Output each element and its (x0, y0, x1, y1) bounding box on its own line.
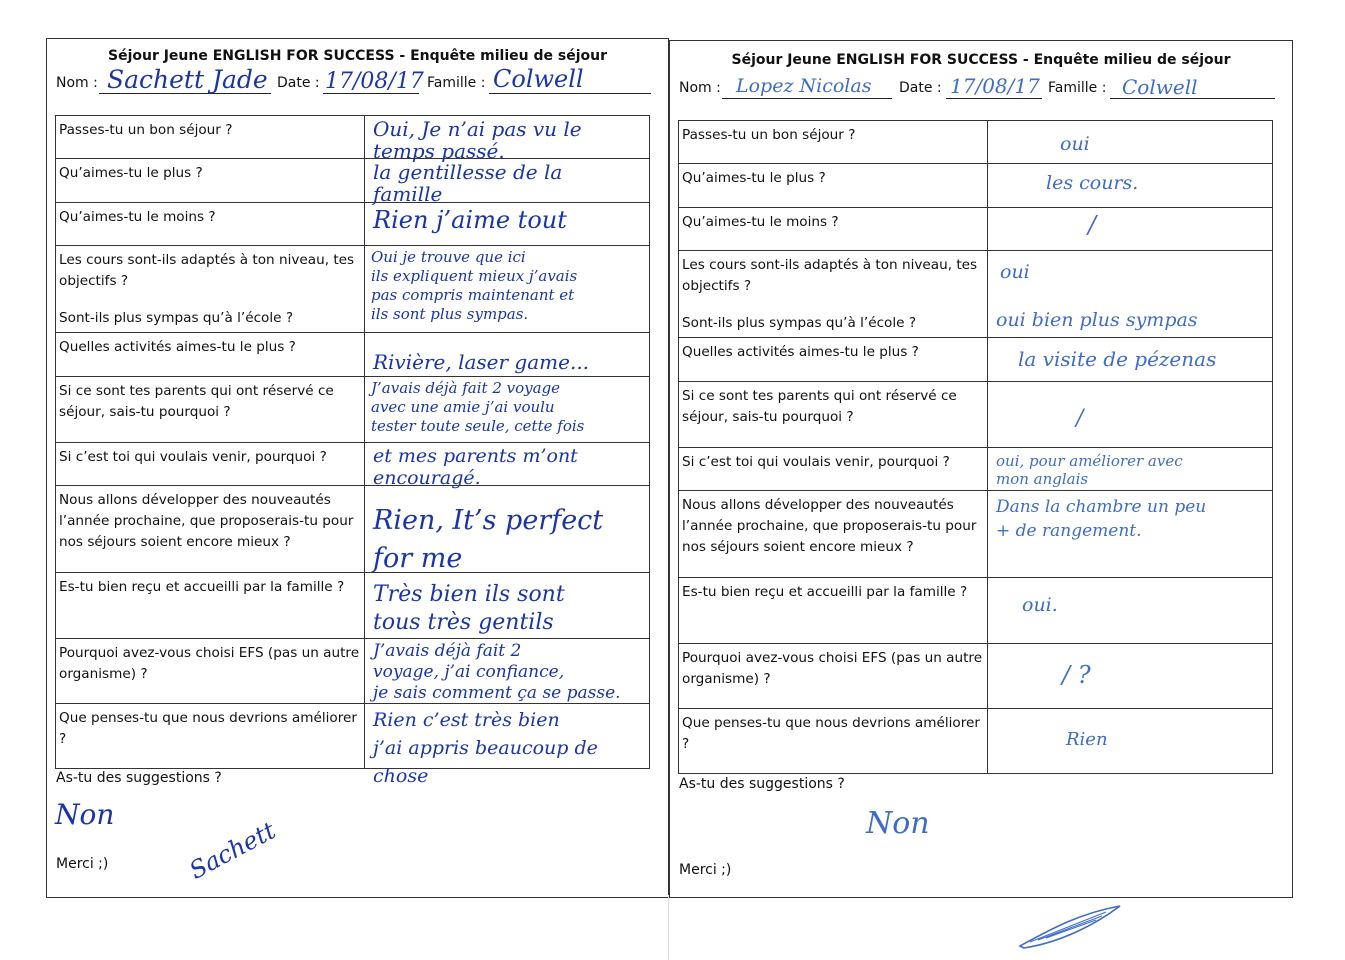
suggestion-answer: Non (866, 806, 930, 841)
table-row (679, 382, 1273, 448)
answer-cell: la gentillesse de la famille (365, 159, 650, 203)
table-row (56, 486, 650, 573)
question-cell: Passes-tu un bon séjour ? (56, 116, 365, 159)
date-value: 17/08/17 (950, 74, 1040, 98)
answer-cell: Dans la chambre un peu + de rangement. (988, 491, 1273, 578)
question-cell: Passes-tu un bon séjour ? (679, 121, 988, 164)
question-cell: Qu’aimes-tu le plus ? (679, 164, 988, 208)
merci-text: Merci ;) (56, 856, 109, 872)
table-row (679, 491, 1273, 578)
question-cell: Es-tu bien reçu et accueilli par la famille ? (679, 578, 988, 644)
answer-cell: oui. (988, 578, 1273, 644)
answer-cell: / (988, 382, 1273, 448)
question-cell: Quelles activités aimes-tu le plus ? (679, 338, 988, 382)
table-row (56, 333, 650, 377)
answer-cell: Oui je trouve que ici ils expliquent mieux j’avais pas compris maintenant et ils sont plus sympas. (365, 246, 650, 333)
suggestions-label: As-tu des suggestions ? (679, 776, 845, 792)
form-title: Séjour Jeune ENGLISH FOR SUCCESS - Enquête milieu de séjour (731, 52, 1231, 68)
famille-label: Famille : (1048, 80, 1107, 96)
answer-cell: les cours. (988, 164, 1273, 208)
survey-form-left (46, 38, 669, 898)
fold-line (668, 895, 669, 960)
table-row (679, 709, 1273, 774)
date-value: 17/08/17 (325, 69, 424, 94)
question-cell: Que penses-tu que nous devrions améliorer ? (679, 709, 988, 774)
question-cell: Si ce sont tes parents qui ont réservé ce séjour, sais-tu pourquoi ? (679, 382, 988, 448)
nom-value: Lopez Nicolas (736, 75, 872, 97)
table-row (56, 443, 650, 486)
table-row (56, 159, 650, 203)
answer-cell: Rien, It’s perfect for me (365, 486, 650, 573)
famille-label: Famille : (427, 75, 486, 91)
question-cell: Les cours sont-ils adaptés à ton niveau, tes objectifs ? Sont-ils plus sympas qu’à l’école ? (679, 251, 988, 338)
table-row (56, 203, 650, 246)
date-line (946, 98, 1042, 99)
answer-cell: la visite de pézenas (988, 338, 1273, 382)
form-title: Séjour Jeune ENGLISH FOR SUCCESS - Enquête milieu de séjour (107, 48, 607, 64)
table-row (679, 251, 1273, 338)
famille-value: Colwell (493, 65, 584, 93)
famille-line (489, 93, 651, 94)
answer-cell: Très bien ils sont tous très gentils (365, 573, 650, 639)
table-row (679, 121, 1273, 164)
table-row (679, 164, 1273, 208)
question-cell: Pourquoi avez-vous choisi EFS (pas un autre organisme) ? (679, 644, 988, 709)
question-cell: Les cours sont-ils adaptés à ton niveau, tes objectifs ? Sont-ils plus sympas qu’à l’école ? (56, 246, 365, 333)
famille-value: Colwell (1122, 75, 1198, 99)
answer-cell: Oui, Je n’ai pas vu le temps passé. (365, 116, 650, 159)
questions-table (678, 120, 1273, 774)
question-cell: Si c’est toi qui voulais venir, pourquoi ? (679, 448, 988, 491)
question-cell: Quelles activités aimes-tu le plus ? (56, 333, 365, 377)
answer-cell: Rivière, laser game... (365, 333, 650, 377)
date-label: Date : (277, 75, 320, 91)
nom-label: Nom : (679, 80, 721, 96)
table-row (56, 246, 650, 333)
table-row (679, 338, 1273, 382)
merci-text: Merci ;) (679, 862, 732, 878)
answer-cell: oui, pour améliorer avec mon anglais (988, 448, 1273, 491)
question-cell: Es-tu bien reçu et accueilli par la famille ? (56, 573, 365, 639)
table-row (679, 644, 1273, 709)
sub-question: Sont-ils plus sympas qu’à l’école ? (682, 315, 917, 331)
table-row (679, 578, 1273, 644)
answer-cell: / ? (988, 644, 1273, 709)
answer-cell: Rien j’aime tout (365, 203, 650, 246)
table-row (56, 116, 650, 159)
nom-value: Sachett Jade (107, 65, 268, 94)
question-cell: Pourquoi avez-vous choisi EFS (pas un autre organisme) ? (56, 639, 365, 704)
question-cell: Qu’aimes-tu le plus ? (56, 159, 365, 203)
nom-label: Nom : (56, 75, 98, 91)
table-row (56, 573, 650, 639)
question-cell: Qu’aimes-tu le moins ? (56, 203, 365, 246)
signature-scribble (1016, 902, 1126, 952)
question-cell: Qu’aimes-tu le moins ? (679, 208, 988, 251)
question-cell: Nous allons développer des nouveautés l’année prochaine, que proposerais-tu pour nos séjours soient encore mieux ? (679, 491, 988, 578)
question-cell: Que penses-tu que nous devrions améliorer ? (56, 704, 365, 769)
table-row (56, 704, 650, 769)
table-row (56, 377, 650, 443)
table-row (56, 639, 650, 704)
question-cell: Si c’est toi qui voulais venir, pourquoi ? (56, 443, 365, 486)
date-label: Date : (899, 80, 942, 96)
suggestion-answer: Non (55, 798, 115, 831)
answer-cell: et mes parents m’ont encouragé. (365, 443, 650, 486)
signature: Sachett (184, 816, 281, 885)
table-row (679, 208, 1273, 251)
answer-cell: Rien (988, 709, 1273, 774)
answer-cell: J’avais déjà fait 2 voyage, j’ai confiance, je sais comment ça se passe. (365, 639, 650, 704)
sub-question: Sont-ils plus sympas qu’à l’école ? (59, 310, 294, 326)
answer-cell: J’avais déjà fait 2 voyage avec une amie j’ai voulu tester toute seule, cette fois (365, 377, 650, 443)
suggestions-label: As-tu des suggestions ? (56, 770, 222, 786)
question-cell: Nous allons développer des nouveautés l’année prochaine, que proposerais-tu pour nos séjours soient encore mieux ? (56, 486, 365, 573)
survey-form-right (669, 40, 1293, 898)
answer-cell: oui oui bien plus sympas (988, 251, 1273, 338)
sub-answer: oui bien plus sympas (996, 309, 1198, 331)
answer-cell: Rien c’est très bien j’ai appris beaucoup de chose (365, 704, 650, 769)
table-row (679, 448, 1273, 491)
answer-cell: oui (988, 121, 1273, 164)
nom-line (722, 98, 892, 99)
answer-cell: / (988, 208, 1273, 251)
question-cell: Si ce sont tes parents qui ont réservé ce séjour, sais-tu pourquoi ? (56, 377, 365, 443)
